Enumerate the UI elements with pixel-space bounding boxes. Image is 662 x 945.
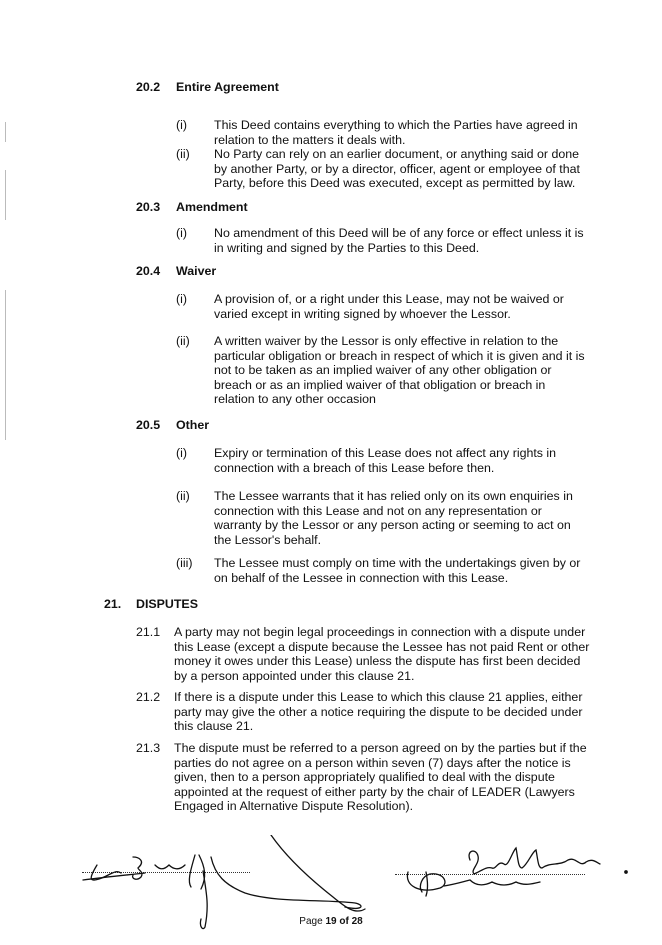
item-text-line: connection with a breach of this Lease before then.	[214, 460, 495, 475]
subclause-text-line: by a person appointed under this clause 21.	[174, 668, 415, 683]
item-text-line: breach or as an implied waiver of that obligation or breach in	[214, 377, 546, 392]
page-footer	[0, 916, 662, 927]
subclause-text-line: given, then to a person appropriately qualified to deal with the dispute	[174, 770, 555, 785]
subclause-text-line: appointed at the request of either party by the chair of LEADER (Lawyers	[174, 784, 575, 799]
subclause-text-line: party may give the other a notice requiring the dispute to be decided under	[174, 704, 583, 719]
item-label: (ii)	[176, 489, 190, 503]
clause-number: 20.2	[136, 80, 161, 94]
subclause-text-line: this Lease (except a dispute because the Lessee has not paid Rent or other	[174, 639, 590, 654]
subclause-text-line: Engaged in Alternative Dispute Resolution).	[174, 799, 414, 814]
subclause-text-line: money it owes under this Lease) unless the dispute has first been decided	[174, 654, 581, 669]
item-text-line: The Lessee warrants that it has relied only on its own enquiries in	[214, 489, 573, 503]
footer-of: of	[336, 916, 352, 927]
margin-mark	[5, 290, 6, 440]
item-text-line: on behalf of the Lessee in connection with this Lease.	[214, 570, 509, 585]
clause-number: 20.3	[136, 200, 161, 214]
item-text-line: connection with this Lease and not on any representation or	[214, 503, 542, 518]
subclause-text-line: If there is a dispute under this Lease to which this clause 21 applies, either	[174, 690, 583, 704]
item-text-line: A provision of, or a right under this Lease, may not be waived or	[214, 292, 564, 306]
item-text-line: relation to the matters it deals with.	[214, 132, 406, 147]
item-label: (ii)	[176, 147, 190, 161]
clause-number: 20.4	[136, 264, 161, 278]
section-number: 21.	[104, 597, 122, 611]
section-heading: DISPUTES	[136, 597, 198, 611]
item-label: (i)	[176, 292, 188, 306]
subclause-text-line: The dispute must be referred to a person agreed on by the parties but if the	[174, 741, 587, 755]
item-text-line: relation to any other occasion	[214, 392, 376, 407]
signature-right	[400, 842, 640, 902]
clause-number: 20.5	[136, 418, 161, 432]
clause-heading: Entire Agreement	[176, 80, 279, 94]
subclause-text-line: parties do not agree on a person within seven (7) days after the notice is	[174, 755, 571, 770]
item-text-line: not to be taken as an implied waiver of any other obligation or	[214, 363, 552, 378]
subclause-label: 21.2	[136, 690, 161, 704]
item-label: (ii)	[176, 334, 190, 348]
item-text-line: in writing and signed by the Parties to this Deed.	[214, 240, 480, 255]
item-text-line: No amendment of this Deed will be of any force or effect unless it is	[214, 226, 584, 240]
item-text-line: warranty by the Lessor or any person acting or seeming to act on	[214, 518, 571, 533]
item-text-line: No Party can rely on an earlier document, or anything said or done	[214, 147, 580, 161]
item-text-line: Party, before this Deed was executed, except as permitted by law.	[214, 176, 576, 191]
item-text-line: varied except in writing signed by whoever the Lessor.	[214, 306, 511, 321]
footer-prefix: Page	[299, 916, 326, 927]
item-label: (i)	[176, 446, 188, 460]
margin-mark	[5, 170, 6, 220]
subclause-label: 21.3	[136, 741, 161, 755]
item-text-line: This Deed contains everything to which the Parties have agreed in	[214, 118, 578, 132]
item-text-line: by another Party, or by a director, officer, agent or employee of that	[214, 161, 580, 176]
footer-page-number: 19	[325, 916, 337, 927]
footer-page-total: 28	[351, 916, 363, 927]
item-text-line: Expiry or termination of this Lease does not affect any rights in	[214, 446, 557, 460]
item-label: (i)	[176, 118, 188, 132]
item-label: (i)	[176, 226, 188, 240]
subclause-text-line: A party may not begin legal proceedings in connection with a dispute under	[174, 625, 586, 639]
clause-heading: Amendment	[176, 200, 248, 214]
subclause-label: 21.1	[136, 625, 161, 639]
subclause-text-line: this clause 21.	[174, 719, 254, 734]
margin-mark	[5, 122, 6, 142]
item-label: (iii)	[176, 556, 193, 570]
clause-heading: Other	[176, 418, 210, 432]
item-text-line: the Lessor's behalf.	[214, 532, 322, 547]
item-text-line: The Lessee must comply on time with the undertakings given by or	[214, 556, 581, 570]
item-text-line: particular obligation or breach in respect of which it is given and it is	[214, 348, 585, 363]
clause-heading: Waiver	[176, 264, 217, 278]
item-text-line: A written waiver by the Lessor is only effective in relation to the	[214, 334, 559, 348]
